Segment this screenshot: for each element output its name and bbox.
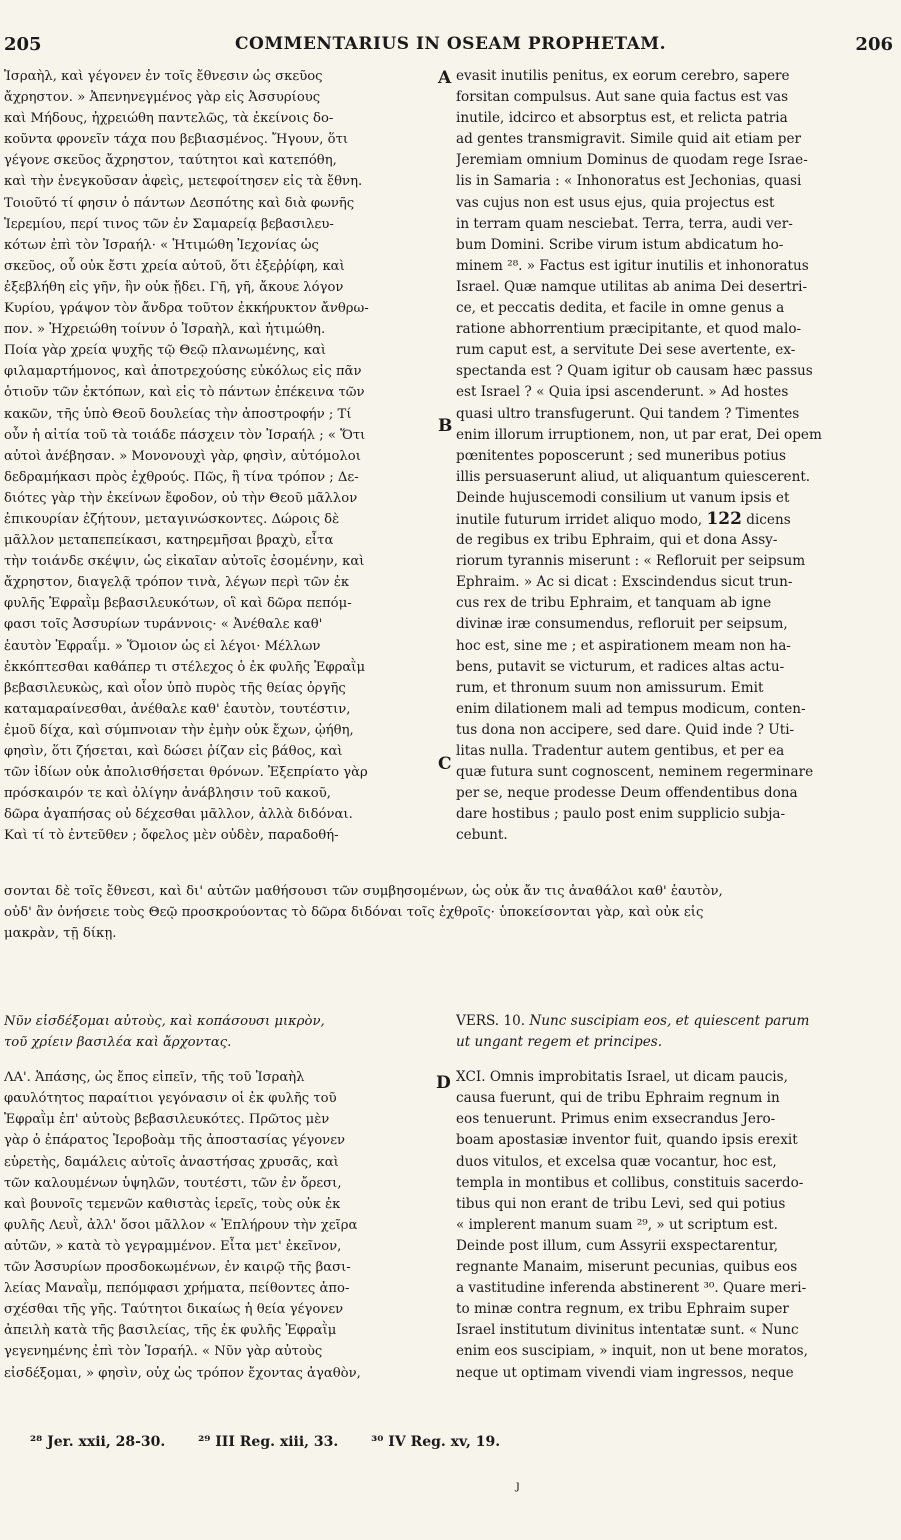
text-line: γέγονε σκεῦος ἄχρηστον, ταύτητοι καὶ κατεπόθη,: [4, 153, 337, 169]
text-line: τῶν καλουμένων ὑψηλῶν, τουτέστι, τῶν ἐν ὄρεσι,: [4, 1175, 342, 1191]
text-line: ἐξεβλήθη εἰς γῆν, ἣν οὐκ ᾔδει. Γῆ, γῆ, ἄκουε λόγον: [4, 279, 344, 295]
text-line: spectanda est ? Quam igitur ob causam hæc passus: [456, 363, 813, 380]
text-line: templa in montibus et collibus, constituis sacerdo-: [456, 1174, 804, 1191]
footnote-29: ²⁹ III Reg. xiii, 33.: [198, 1434, 339, 1450]
page-number-right: 206: [855, 34, 893, 55]
text-line: διότες γὰρ τὴν ἐκείνων ἔφοδον, οὐ τὴν Θεοῦ μᾶλλον: [4, 490, 358, 506]
text-line: Israel. Quæ namque utilitas ab anima Dei desertri-: [456, 278, 808, 295]
text-line: Ἐφραῒμ ἐπ' αὐτοὺς βεβασιλευκότες. Πρῶτος μὲν: [4, 1112, 330, 1128]
printer-signature-mark: ȷ: [516, 1478, 520, 1492]
text-line: τῶν Ἀσσυρίων προσδοκωμένων, ἐν καιρῷ τῆς βασι-: [4, 1260, 351, 1276]
text-line: ἐμοῦ δίχα, καὶ σύμπνοιαν τὴν ἐμὴν οὐκ ἔχων, ᾠήθη,: [4, 722, 354, 738]
text-line: Τοιοῦτό τί φησιν ὁ πάντων Δεσπότης καὶ διὰ φωνῆς: [4, 195, 355, 211]
text-line: illis persuaserunt aliud, ut aliquantum quiescerent.: [456, 468, 811, 485]
text-line: μᾶλλον μεταπεπείκασι, κατηρεμῆσαι βραχὺ, εἶτα: [4, 533, 334, 549]
text-line: καὶ βουνοῖς τεμενῶν καθιστὰς ἱερεῖς, τοὺς οὐκ ἐκ: [4, 1196, 341, 1212]
text-line: « implerent manum suam ²⁹, » ut scriptum est.: [456, 1216, 778, 1233]
text-line: Deinde post illum, cum Assyrii exspectarentur,: [456, 1237, 779, 1254]
section-marker-d: D: [436, 1073, 451, 1093]
text-line: tibus qui non erant de tribu Levi, sed qui potius: [456, 1195, 786, 1212]
text-line: ΛΑ'. Ἁπάσης, ὡς ἔπος εἰπεῖν, τῆς τοῦ Ἰσραὴλ: [4, 1070, 305, 1086]
greek-column-lower: [4, 1011, 434, 1384]
text-line: ce, et peccatis dedita, et facile in omne genus a: [456, 300, 785, 317]
text-line: quæ futura sunt cognoscent, neminem regerminare: [456, 764, 814, 781]
text-line: rum caput est, a servitute Dei sese avertente, ex-: [456, 342, 796, 359]
text-line: XCI. Omnis improbitatis Israel, ut dicam paucis,: [456, 1069, 788, 1086]
text-line: καὶ τὴν ἐνεγκοῦσαν ἀφεὶς, μετεφοίτησεν εἰς τὰ ἔθνη.: [4, 174, 363, 190]
footnotes: [30, 1434, 890, 1450]
text-line: δῶρα ἀγαπήσας οὐ δέχεσθαι μᾶλλον, ἀλλὰ διδόναι.: [4, 807, 353, 823]
text-line: bum Domini. Scribe virum istum abdicatum ho-: [456, 236, 784, 253]
text-line: ὁτιοῦν τῶν ἐκτόπων, καὶ εἰς τὸ πάντων ἐπέκεινα τῶν: [4, 385, 365, 401]
text-line: boam apostasiæ inventor fuit, quando ipsis erexit: [456, 1132, 798, 1149]
text-line: VERS. 10. Nunc suscipiam eos, et quiescent parum: [456, 1013, 810, 1029]
page-header: [0, 0, 901, 56]
text-line: Καὶ τί τὸ ἐντεῦθεν ; ὄφελος μὲν οὐδὲν, παραδοθή-: [4, 828, 339, 844]
text-line: regnante Manaim, miserunt pecunias, quibus eos: [456, 1259, 798, 1276]
text-line: pœnitentes poposcerunt ; sed muneribus potius: [456, 447, 786, 464]
text-line: εὑρετὴς, δαμάλεις αὐτοῖς ἀναστήσας χρυσᾶς, καὶ: [4, 1154, 339, 1170]
text-line: vas cujus non est usus ejus, quia projectus est: [456, 194, 775, 211]
text-line: eos tenuerunt. Primus enim exsecrandus Jero-: [456, 1111, 776, 1128]
text-line: in terram quam nesciebat. Terra, terra, audi ver-: [456, 215, 793, 232]
text-line: duos vitulos, et excelsa quæ vocantur, hoc est,: [456, 1153, 777, 1170]
text-line: εἰσδέξομαι, » φησὶν, οὐχ ὡς τρόπον ἔχοντας ἀγαθὸν,: [4, 1365, 361, 1381]
page-number-left: 205: [4, 34, 42, 55]
text-line: inutile futurum irridet aliquo modo, 122 dicens: [456, 508, 791, 529]
text-line: γεγενημένης ἐπὶ τὸν Ἰσραήλ. « Νῦν γὰρ αὐτοὺς: [4, 1344, 323, 1360]
section-marker-b: B: [438, 416, 453, 436]
text-line: cebunt.: [456, 827, 508, 844]
footnote-30: ³⁰ IV Reg. xv, 19.: [371, 1434, 501, 1450]
text-line: Ποία γὰρ χρεία ψυχῆς τῷ Θεῷ πλανωμένης, καὶ: [4, 343, 327, 359]
text-line: γὰρ ὁ ἐπάρατος Ἱεροβοὰμ τῆς ἀποστασίας γέγονεν: [4, 1133, 346, 1149]
text-line: hoc est, sine me ; et aspirationem meam non ha-: [456, 637, 791, 654]
text-line: τοῦ χρίειν βασιλέα καὶ ἄρχοντας.: [4, 1035, 232, 1051]
text-line: καὶ Μήδους, ἠχρειώθη παντελῶς, τὰ ἐκείνοις δο-: [4, 111, 334, 127]
section-marker-a: A: [438, 68, 452, 88]
text-line: οὐδ' ἂν ὀνήσειε τοὺς Θεῷ προσκρούοντας τὸ δῶρα διδόναι τοῖς ἐχθροῖς· ὑποκείσονται γὰρ, καὶ οὐκ εἰς: [4, 905, 704, 921]
text-line: riorum tyrannis miserunt : « Refloruit per seipsum: [456, 553, 806, 570]
text-line: ἐκκόπτεσθαι καθάπερ τι στέλεχος ὁ ἐκ φυλῆς Ἐφραῒμ: [4, 659, 366, 675]
text-line: divinæ iræ consumendus, refloruit per seipsum,: [456, 616, 788, 633]
text-line: φασι τοῖς Ἀσσυρίων τυράννοις· « Ἀνέθαλε καθ': [4, 617, 323, 633]
text-line: μακρὰν, τῇ δίκῃ.: [4, 926, 117, 942]
text-line: φιλαμαρτήμονος, καὶ ἀποτρεχούσης εὐκόλως εἰς πᾶν: [4, 364, 362, 380]
text-line: inutile, idcirco et absorptus est, et relicta patria: [456, 110, 788, 127]
text-line: Deinde hujuscemodi consilium ut vanum ipsis et: [456, 489, 790, 506]
section-marker-c: C: [438, 754, 452, 774]
text-line: ἄχρηστον, διαγελᾷ τρόπον τινὰ, λέγων περὶ τῶν ἐκ: [4, 575, 350, 591]
text-line: enim illorum irruptionem, non, ut par erat, Dei opem: [456, 426, 822, 443]
text-line: λείας Μαναῒμ, πεπόμφασι χρήματα, πείθοντες ἀπο-: [4, 1281, 350, 1297]
text-line: forsitan compulsus. Aut sane quia factus est vas: [456, 89, 789, 106]
text-line: Ephraim. » Ac si dicat : Exscindendus sicut trun-: [456, 574, 793, 591]
text-line: αὐτοὶ ἀνέβησαν. » Μονονουχὶ γὰρ, φησὶν, αὐτόμολοι: [4, 448, 361, 464]
greek-full-width-text: [4, 881, 897, 944]
text-line: Νῦν εἰσδέξομαι αὐτοὺς, καὶ κοπάσουσι μικρὸν,: [4, 1014, 325, 1029]
text-line: to minæ contra regnum, ex tribu Ephraim super: [456, 1301, 789, 1318]
text-line: φησὶν, ὅτι ζήσεται, καὶ δώσει ῥίζαν εἰς βάθος, καὶ: [4, 744, 343, 759]
text-line: ad gentes transmigravit. Simile quid ait etiam per: [456, 131, 801, 148]
text-line: enim dilationem mali ad tempus modicum, conten-: [456, 700, 806, 717]
text-line: cus rex de tribu Ephraim, et tanquam ab igne: [456, 595, 772, 612]
text-line: bens, putavit se victurum, et radices altas actu-: [456, 658, 785, 675]
text-line: αὐτῶν, » κατὰ τὸ γεγραμμένον. Εἶτα μετ' ἐκεῖνον,: [4, 1238, 342, 1254]
text-line: πρόσκαιρόν τε καὶ ὀλίγην ἀνάβλησιν τοῦ κακοῦ,: [4, 786, 331, 802]
latin-column-upper: [456, 66, 896, 846]
text-line: est Israel ? « Quia ipsi ascenderunt. » Ad hostes: [456, 384, 789, 401]
text-line: βεβασιλευκὼς, καὶ οἷον ὑπὸ πυρὸς τῆς θείας ὀργῆς: [4, 680, 346, 696]
running-title: COMMENTARIUS IN OSEAM PROPHETAM.: [234, 34, 667, 54]
text-line: Ἱερεμίου, περί τινος τῶν ἐν Σαμαρείᾳ βεβασιλευ-: [4, 216, 334, 232]
text-line: τῶν ἰδίων οὐκ ἀπολισθήσεται θρόνων. Ἐξεπρίατο γὰρ: [4, 765, 368, 781]
text-line: κακῶν, τῆς ὑπὸ Θεοῦ δουλείας τὴν ἀποστροφήν ; Τί: [4, 406, 352, 422]
text-line: Israel institutum divinitus intentatæ sunt. « Nunc: [456, 1322, 799, 1339]
text-line: κότων ἐπὶ τὸν Ἰσραήλ· « Ἠτιμώθη Ἰεχονίας ὡς: [4, 237, 319, 253]
text-line: καταμαραίνεσθαι, ἀνέθαλε καθ' ἑαυτὸν, τουτέστιν,: [4, 701, 351, 717]
latin-column-lower: [456, 1011, 896, 1384]
text-line: causa fuerunt, qui de tribu Ephraim regnum in: [456, 1090, 780, 1107]
text-line: dare hostibus ; paulo post enim supplicio subja-: [456, 806, 786, 823]
text-line: ἄχρηστον. » Ἀπενηνεγμένος γὰρ εἰς Ἀσσυρίους: [4, 90, 321, 106]
text-line: a vastitudine inferenda abstinerent ³⁰. Quare meri-: [456, 1280, 807, 1297]
text-line: tus dona non accipere, sed dare. Quid inde ? Uti-: [456, 721, 795, 738]
text-line: οὖν ἡ αἰτία τοῦ τὰ τοιάδε πάσχειν τὸν Ἰσραήλ ; « Ὅτι: [4, 427, 366, 443]
text-line: enim eos suscipiam, » inquit, non ut bene moratos,: [456, 1343, 808, 1360]
text-line: φυλῆς Ἐφραῒμ βεβασιλευκότων, οἳ καὶ δῶρα πεπόμ-: [4, 596, 352, 612]
text-line: δεδραμήκασι πρὸς ἐχθρούς. Πῶς, ἢ τίνα τρόπον ; Δε-: [4, 469, 359, 485]
text-line: ἀπειλὴ κατὰ τῆς βασιλείας, τῆς ἐκ φυλῆς Ἐφραῒμ: [4, 1323, 337, 1339]
text-line: Κυρίου, γράψον τὸν ἄνδρα τοῦτον ἐκκήρυκτον ἄνθρω-: [4, 301, 369, 317]
text-line: neque ut optimam vivendi viam ingressos, neque: [456, 1364, 794, 1381]
text-line: ἐπικουρίαν ἐζήτουν, μεταγινώσκοντες. Δώροις δὲ: [4, 511, 340, 527]
text-line: τὴν τοιάνδε σκέψιν, ὡς εἰκαῖαν αὐτοῖς ἐσομένην, καὶ: [4, 554, 365, 570]
text-line: litas nulla. Tradentur autem gentibus, et per ea: [456, 743, 785, 759]
text-line: Ἰσραὴλ, καὶ γέγονεν ἐν τοῖς ἔθνεσιν ὡς σκεῦος: [4, 69, 323, 84]
text-line: rum, et thronum suum non amissurum. Emit: [456, 679, 764, 696]
text-line: minem ²⁸. » Factus est igitur inutilis et inhonoratus: [456, 257, 809, 274]
text-line: per se, neque prodesse Deum offendentibus dona: [456, 785, 798, 802]
footnote-28: ²⁸ Jer. xxii, 28-30.: [30, 1434, 166, 1450]
text-line: lis in Samaria : « Inhonoratus est Jechonias, quasi: [456, 173, 802, 190]
text-line: σκεῦος, οὗ οὐκ ἔστι χρεία αὐτοῦ, ὅτι ἐξεῤῥίφη, καὶ: [4, 258, 345, 274]
text-line: de regibus ex tribu Ephraim, qui et dona Assy-: [456, 532, 778, 549]
text-line: evasit inutilis penitus, ex eorum cerebro, sapere: [456, 68, 790, 84]
text-line: σχέσθαι τῆς γῆς. Ταύτητοι δικαίως ἡ θεία γέγονεν: [4, 1302, 344, 1318]
text-line: ἑαυτὸν Ἐφραΐμ. » Ὅμοιον ὡς εἰ λέγοι· Μέλλων: [4, 638, 321, 654]
text-line: ratione abhorrentium præcipitante, et quod malo-: [456, 321, 802, 338]
text-line: Jeremiam omnium Dominus de quodam rege Israe-: [456, 152, 808, 169]
text-line: φαυλότητος παραίτιοι γεγόνασιν οἱ ἐκ φυλῆς τοῦ: [4, 1091, 337, 1107]
text-line: ut ungant regem et principes.: [456, 1034, 663, 1051]
text-line: σονται δὲ τοῖς ἔθνεσι, καὶ δι' αὐτῶν μαθήσουσι τῶν συμβησομένων, ὡς οὐκ ἄν τις ἀναθάλοι καθ' ἑαυτὸν,: [4, 884, 723, 899]
text-line: κοῦντα φρονεῖν τάχα που βεβιασμένος. Ἤγουν, ὅτι: [4, 132, 349, 148]
text-line: φυλῆς Λευῒ, ἀλλ' ὅσοι μᾶλλον « Ἐπλήρουν τὴν χεῖρα: [4, 1217, 358, 1233]
greek-column-upper: [4, 66, 434, 846]
text-line: quasi ultro transfugerunt. Qui tandem ? Timentes: [456, 405, 800, 422]
text-line: πον. » Ἠχρειώθη τοίνυν ὁ Ἰσραὴλ, καὶ ἠτιμώθη.: [4, 322, 326, 338]
